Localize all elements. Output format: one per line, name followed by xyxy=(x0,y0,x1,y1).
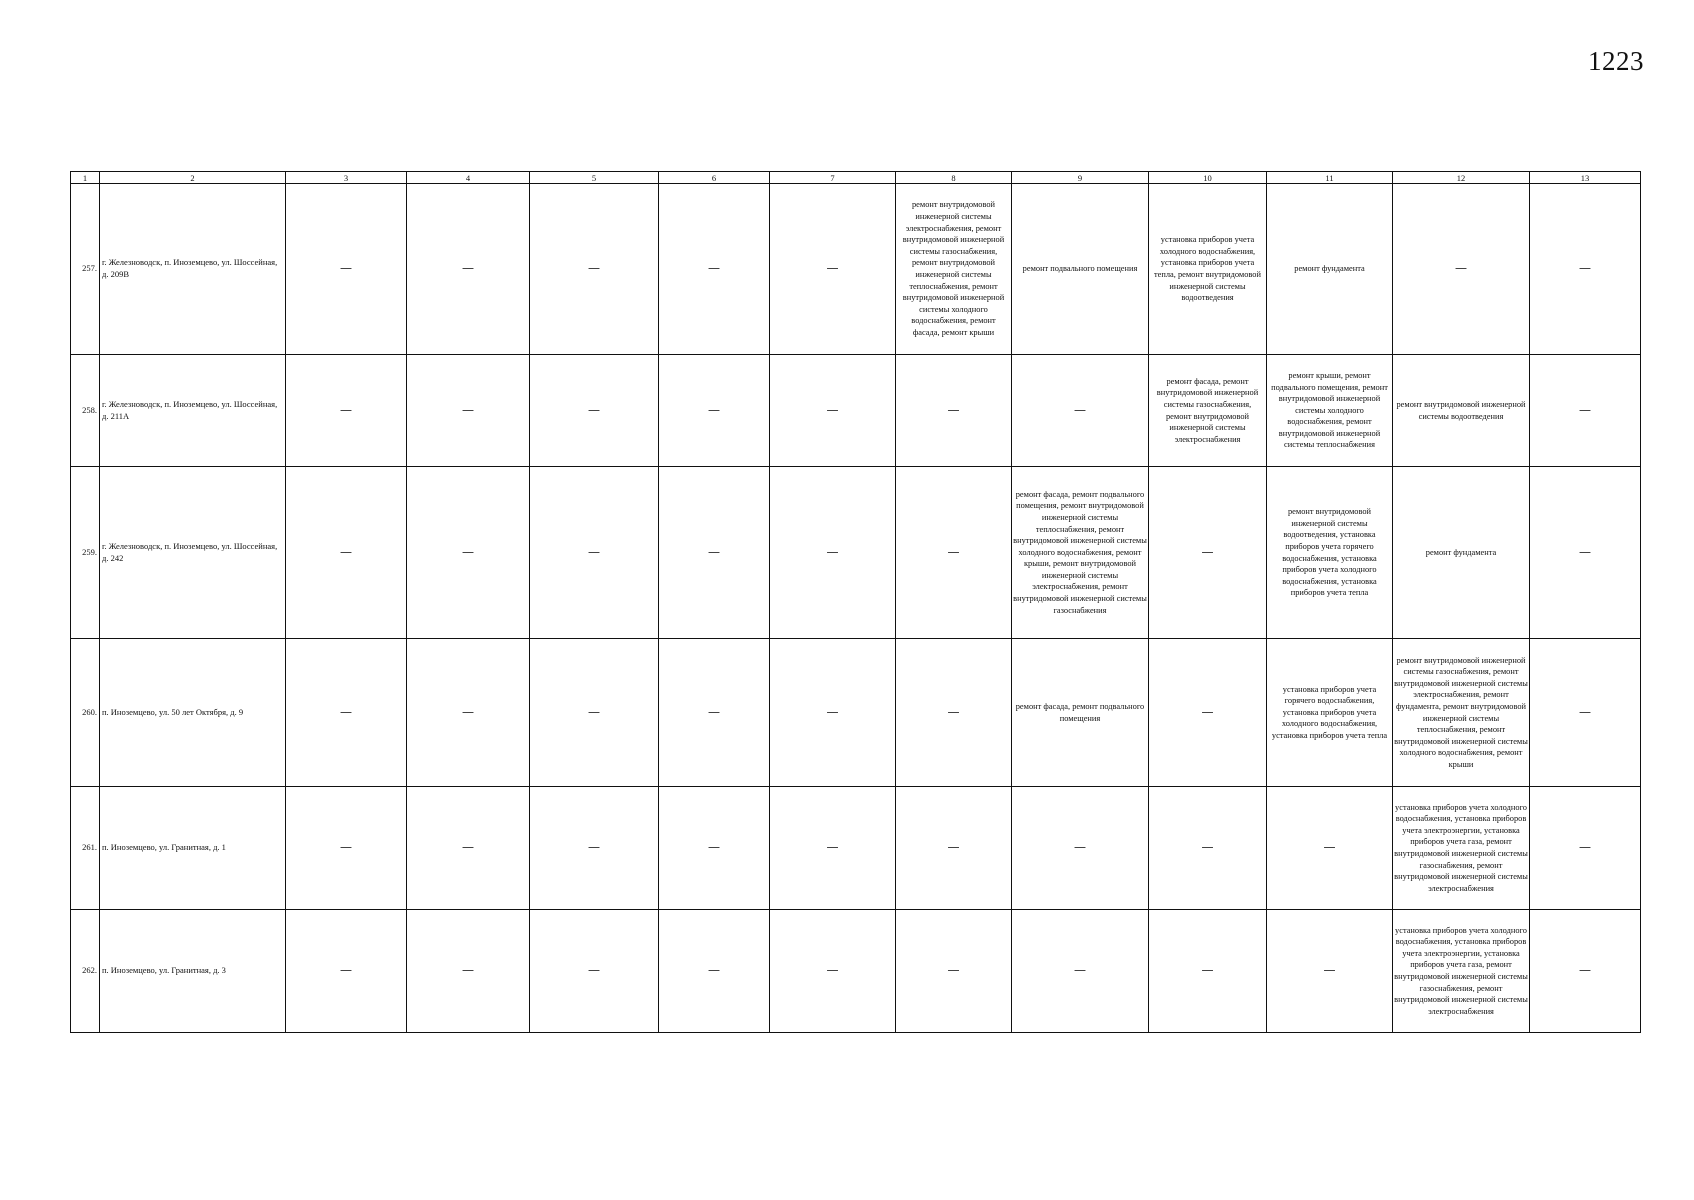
empty-dash: — xyxy=(947,840,960,855)
column-header: 9 xyxy=(1012,172,1149,184)
table-cell xyxy=(1267,910,1393,1033)
table-cell xyxy=(1530,910,1641,1033)
table-cell xyxy=(1012,355,1149,467)
empty-dash: — xyxy=(826,704,839,719)
table-cell: ремонт фасада, ремонт подвального помещения xyxy=(1012,639,1149,787)
table-cell xyxy=(770,639,896,787)
table-cell xyxy=(530,910,659,1033)
empty-dash: — xyxy=(708,261,720,276)
empty-dash: — xyxy=(708,544,720,559)
table-row xyxy=(71,787,1641,910)
table-cell: ремонт фундамента xyxy=(1267,184,1393,355)
empty-dash: — xyxy=(1579,261,1591,276)
empty-dash: — xyxy=(826,261,839,276)
table-cell xyxy=(659,910,770,1033)
table-cell xyxy=(659,184,770,355)
table-cell xyxy=(407,467,530,639)
table-cell xyxy=(1149,787,1267,910)
empty-dash: — xyxy=(340,963,352,978)
column-header: 11 xyxy=(1267,172,1393,184)
table-cell xyxy=(659,467,770,639)
table-cell xyxy=(530,639,659,787)
table-cell: ремонт фасада, ремонт внутридомовой инженерной системы газоснабжения, ремонт внутридомовой инженерной системы электроснабжения xyxy=(1149,355,1267,467)
table-row xyxy=(71,639,1641,787)
column-header: 4 xyxy=(407,172,530,184)
empty-dash: — xyxy=(1074,963,1086,978)
empty-dash: — xyxy=(588,704,600,719)
table-cell xyxy=(1149,910,1267,1033)
empty-dash: — xyxy=(340,704,352,719)
empty-dash: — xyxy=(826,963,839,978)
table-cell xyxy=(1012,910,1149,1033)
empty-dash: — xyxy=(588,261,600,276)
table-cell xyxy=(407,639,530,787)
table-cell xyxy=(1012,787,1149,910)
table-cell xyxy=(286,355,407,467)
column-header: 1 xyxy=(71,172,100,184)
empty-dash: — xyxy=(947,704,960,719)
table-cell xyxy=(770,355,896,467)
table-cell: ремонт внутридомовой инженерной системы электроснабжения, ремонт внутридомовой инженерной системы газоснабжения, ремонт внутридомовой инженерной системы теплоснабжения, ремонт внутридомовой инженерной системы холодного водоснабжения, ремонт фасада, ремонт крыши xyxy=(896,184,1012,355)
table-cell xyxy=(530,355,659,467)
table-cell xyxy=(1530,467,1641,639)
table-cell xyxy=(407,184,530,355)
empty-dash: — xyxy=(1074,840,1086,855)
table-cell xyxy=(1530,355,1641,467)
empty-dash: — xyxy=(462,840,474,855)
table-cell xyxy=(1393,184,1530,355)
column-header: 8 xyxy=(896,172,1012,184)
table-cell xyxy=(530,467,659,639)
empty-dash: — xyxy=(947,402,960,417)
empty-dash: — xyxy=(1323,963,1336,978)
row-address: г. Железноводск, п. Иноземцево, ул. Шоссейная, д. 209В xyxy=(100,184,286,355)
row-number: 260. xyxy=(71,639,100,787)
row-number: 262. xyxy=(71,910,100,1033)
row-address: п. Иноземцево, ул. Гранитная, д. 1 xyxy=(100,787,286,910)
table-cell: ремонт подвального помещения xyxy=(1012,184,1149,355)
table-cell xyxy=(659,787,770,910)
empty-dash: — xyxy=(340,840,352,855)
table-cell xyxy=(286,467,407,639)
table-cell xyxy=(286,184,407,355)
empty-dash: — xyxy=(947,544,960,559)
empty-dash: — xyxy=(947,963,960,978)
column-header: 6 xyxy=(659,172,770,184)
empty-dash: — xyxy=(588,840,600,855)
column-header: 3 xyxy=(286,172,407,184)
empty-dash: — xyxy=(340,402,352,417)
empty-dash: — xyxy=(462,261,474,276)
column-header: 12 xyxy=(1393,172,1530,184)
empty-dash: — xyxy=(340,261,352,276)
table-cell xyxy=(1530,639,1641,787)
empty-dash: — xyxy=(1074,402,1086,417)
column-number-row xyxy=(71,172,1641,184)
table-cell xyxy=(770,467,896,639)
column-header: 13 xyxy=(1530,172,1641,184)
table-cell: установка приборов учета холодного водоснабжения, установка приборов учета электроэнергии, установка приборов учета газа, ремонт внутридомовой инженерной системы газоснабжения, ремонт внутридомовой инженерной системы электроснабжения xyxy=(1393,787,1530,910)
empty-dash: — xyxy=(588,402,600,417)
row-address: г. Железноводск, п. Иноземцево, ул. Шоссейная, д. 211А xyxy=(100,355,286,467)
table-cell xyxy=(286,787,407,910)
row-address: п. Иноземцево, ул. Гранитная, д. 3 xyxy=(100,910,286,1033)
table-cell: установка приборов учета горячего водоснабжения, установка приборов учета холодного водоснабжения, установка приборов учета тепла xyxy=(1267,639,1393,787)
table-cell xyxy=(1149,467,1267,639)
table-cell xyxy=(1267,787,1393,910)
empty-dash: — xyxy=(1201,544,1214,559)
empty-dash: — xyxy=(826,402,839,417)
table-cell xyxy=(1149,639,1267,787)
table-cell xyxy=(896,910,1012,1033)
table-row xyxy=(71,355,1641,467)
empty-dash: — xyxy=(588,544,600,559)
table-row xyxy=(71,467,1641,639)
column-header: 2 xyxy=(100,172,286,184)
empty-dash: — xyxy=(1579,840,1591,855)
empty-dash: — xyxy=(708,840,720,855)
row-address: г. Железноводск, п. Иноземцево, ул. Шоссейная, д. 242 xyxy=(100,467,286,639)
table-cell xyxy=(770,787,896,910)
empty-dash: — xyxy=(826,544,839,559)
table-cell xyxy=(286,910,407,1033)
table-cell: ремонт внутридомовой инженерной системы водоотведения xyxy=(1393,355,1530,467)
row-number: 257. xyxy=(71,184,100,355)
table-cell: установка приборов учета холодного водоснабжения, установка приборов учета тепла, ремонт внутридомовой инженерной системы водоотведения xyxy=(1149,184,1267,355)
empty-dash: — xyxy=(462,963,474,978)
table-cell xyxy=(659,355,770,467)
table-cell xyxy=(407,910,530,1033)
empty-dash: — xyxy=(1201,840,1214,855)
table-cell xyxy=(530,184,659,355)
empty-dash: — xyxy=(1455,261,1467,276)
empty-dash: — xyxy=(1323,840,1336,855)
table-cell: установка приборов учета холодного водоснабжения, установка приборов учета электроэнергии, установка приборов учета газа, ремонт внутридомовой инженерной системы газоснабжения, ремонт внутридомовой инженерной системы электроснабжения xyxy=(1393,910,1530,1033)
table-row xyxy=(71,910,1641,1033)
table-cell xyxy=(896,355,1012,467)
table-cell xyxy=(407,355,530,467)
empty-dash: — xyxy=(708,402,720,417)
empty-dash: — xyxy=(1579,402,1591,417)
empty-dash: — xyxy=(708,704,720,719)
row-number: 259. xyxy=(71,467,100,639)
table-cell xyxy=(1530,787,1641,910)
empty-dash: — xyxy=(826,840,839,855)
empty-dash: — xyxy=(1579,544,1591,559)
table-cell xyxy=(659,639,770,787)
empty-dash: — xyxy=(462,402,474,417)
empty-dash: — xyxy=(588,963,600,978)
row-number: 261. xyxy=(71,787,100,910)
table-cell: ремонт внутридомовой инженерной системы газоснабжения, ремонт внутридомовой инженерной системы электроснабжения, ремонт фундамента, ремонт внутридомовой инженерной системы теплоснабжения, ремонт внутридомовой инженерной системы холодного водоснабжения, ремонт крыши xyxy=(1393,639,1530,787)
row-address: п. Иноземцево, ул. 50 лет Октября, д. 9 xyxy=(100,639,286,787)
repair-schedule-table xyxy=(70,171,1641,1033)
empty-dash: — xyxy=(462,704,474,719)
table-cell: ремонт внутридомовой инженерной системы водоотведения, установка приборов учета горячего водоснабжения, установка приборов учета холодного водоснабжения, установка приборов учета тепла xyxy=(1267,467,1393,639)
table-cell: ремонт фундамента xyxy=(1393,467,1530,639)
empty-dash: — xyxy=(1201,704,1214,719)
column-header: 10 xyxy=(1149,172,1267,184)
table-cell xyxy=(896,639,1012,787)
column-header: 5 xyxy=(530,172,659,184)
empty-dash: — xyxy=(1579,704,1591,719)
table-cell xyxy=(896,787,1012,910)
column-header: 7 xyxy=(770,172,896,184)
empty-dash: — xyxy=(1579,963,1591,978)
empty-dash: — xyxy=(1201,963,1214,978)
table-cell xyxy=(896,467,1012,639)
table-row xyxy=(71,184,1641,355)
empty-dash: — xyxy=(708,963,720,978)
table-cell: ремонт крыши, ремонт подвального помещения, ремонт внутридомовой инженерной системы холодного водоснабжения, ремонт внутридомовой инженерной системы теплоснабжения xyxy=(1267,355,1393,467)
table-cell xyxy=(530,787,659,910)
row-number: 258. xyxy=(71,355,100,467)
table-cell: ремонт фасада, ремонт подвального помещения, ремонт внутридомовой инженерной системы теплоснабжения, ремонт внутридомовой инженерной системы холодного водоснабжения, ремонт крыши, ремонт внутридомовой инженерной системы электроснабжения, ремонт внутридомовой инженерной системы газоснабжения xyxy=(1012,467,1149,639)
table-cell xyxy=(770,910,896,1033)
table-cell xyxy=(286,639,407,787)
table-cell xyxy=(770,184,896,355)
table-cell xyxy=(1530,184,1641,355)
empty-dash: — xyxy=(462,544,474,559)
empty-dash: — xyxy=(340,544,352,559)
page-number: 1223 xyxy=(1588,46,1644,76)
table-cell xyxy=(407,787,530,910)
